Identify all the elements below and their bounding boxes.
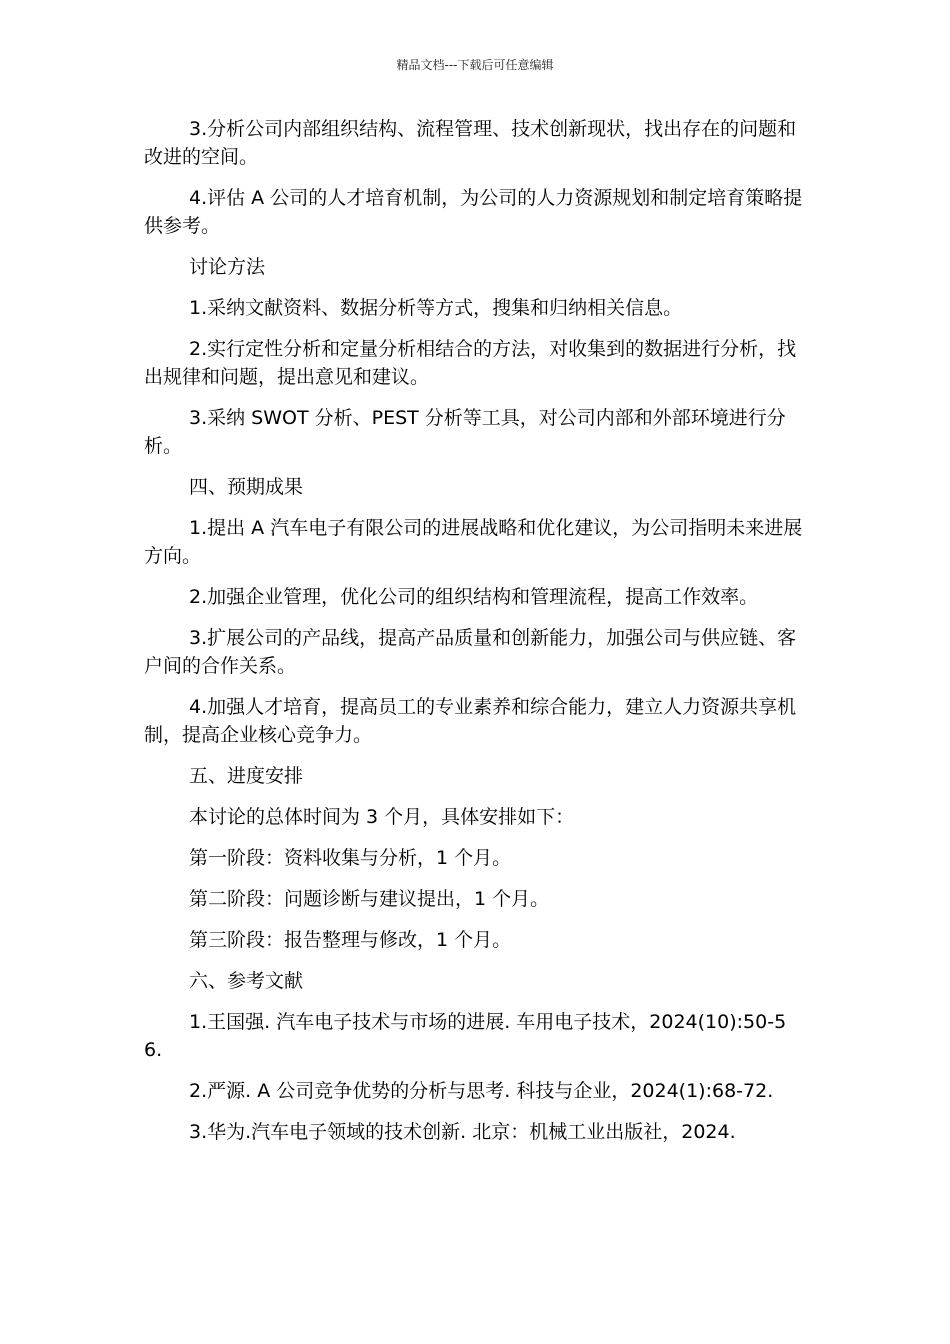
paragraph-result-3: 3.扩展公司的产品线，提高产品质量和创新能力，加强公司与供应链、客户间的合作关系。 xyxy=(144,627,797,677)
paragraph-method-3: 3.采纳 SWOT 分析、PEST 分析等工具，对公司内部和外部环境进行分析。 xyxy=(144,407,786,457)
reference-item-2: 2.严源. A 公司竞争优势的分析与思考. 科技与企业，2024(1):68-72. xyxy=(189,1080,774,1102)
paragraph-objective-4: 4.评估 A 公司的人才培育机制，为公司的人力资源规划和制定培育策略提供参考。 xyxy=(144,187,803,237)
paragraph-result-2: 2.加强企业管理，优化公司的组织结构和管理流程，提高工作效率。 xyxy=(189,586,759,608)
paragraph-result-4: 4.加强人才培育，提高员工的专业素养和综合能力，建立人力资源共享机制，提高企业核心竞争力。 xyxy=(144,696,797,746)
paragraph-schedule-phase-1: 第一阶段：资料收集与分析，1 个月。 xyxy=(189,847,512,869)
section-heading-method: 讨论方法 xyxy=(189,256,266,278)
section-heading-expected-results: 四、预期成果 xyxy=(189,476,304,498)
paragraph-method-2: 2.实行定性分析和定量分析相结合的方法，对收集到的数据进行分析，找出规律和问题，提出意见和建议。 xyxy=(144,338,797,388)
paragraph-method-1: 1.采纳文献资料、数据分析等方式，搜集和归纳相关信息。 xyxy=(189,297,683,319)
document-body xyxy=(144,115,804,1159)
reference-item-1: 1.王国强. 汽车电子技术与市场的进展. 车用电子技术，2024(10):50-56. xyxy=(144,1011,787,1061)
reference-item-3: 3.华为.汽车电子领域的技术创新. 北京：机械工业出版社，2024. xyxy=(189,1121,736,1143)
paragraph-schedule-phase-2: 第二阶段：问题诊断与建议提出，1 个月。 xyxy=(189,888,550,910)
paragraph-schedule-phase-3: 第三阶段：报告整理与修改，1 个月。 xyxy=(189,929,512,951)
paragraph-schedule-intro: 本讨论的总体时间为 3 个月，具体安排如下： xyxy=(189,806,575,828)
section-heading-schedule: 五、进度安排 xyxy=(189,765,304,787)
paragraph-result-1: 1.提出 A 汽车电子有限公司的进展战略和优化建议，为公司指明未来进展方向。 xyxy=(144,517,803,567)
page-header: 精品文档---下载后可任意编辑 xyxy=(396,58,554,72)
paragraph-objective-3: 3.分析公司内部组织结构、流程管理、技术创新现状，找出存在的问题和改进的空间。 xyxy=(144,118,797,168)
section-heading-references: 六、参考文献 xyxy=(189,970,304,992)
